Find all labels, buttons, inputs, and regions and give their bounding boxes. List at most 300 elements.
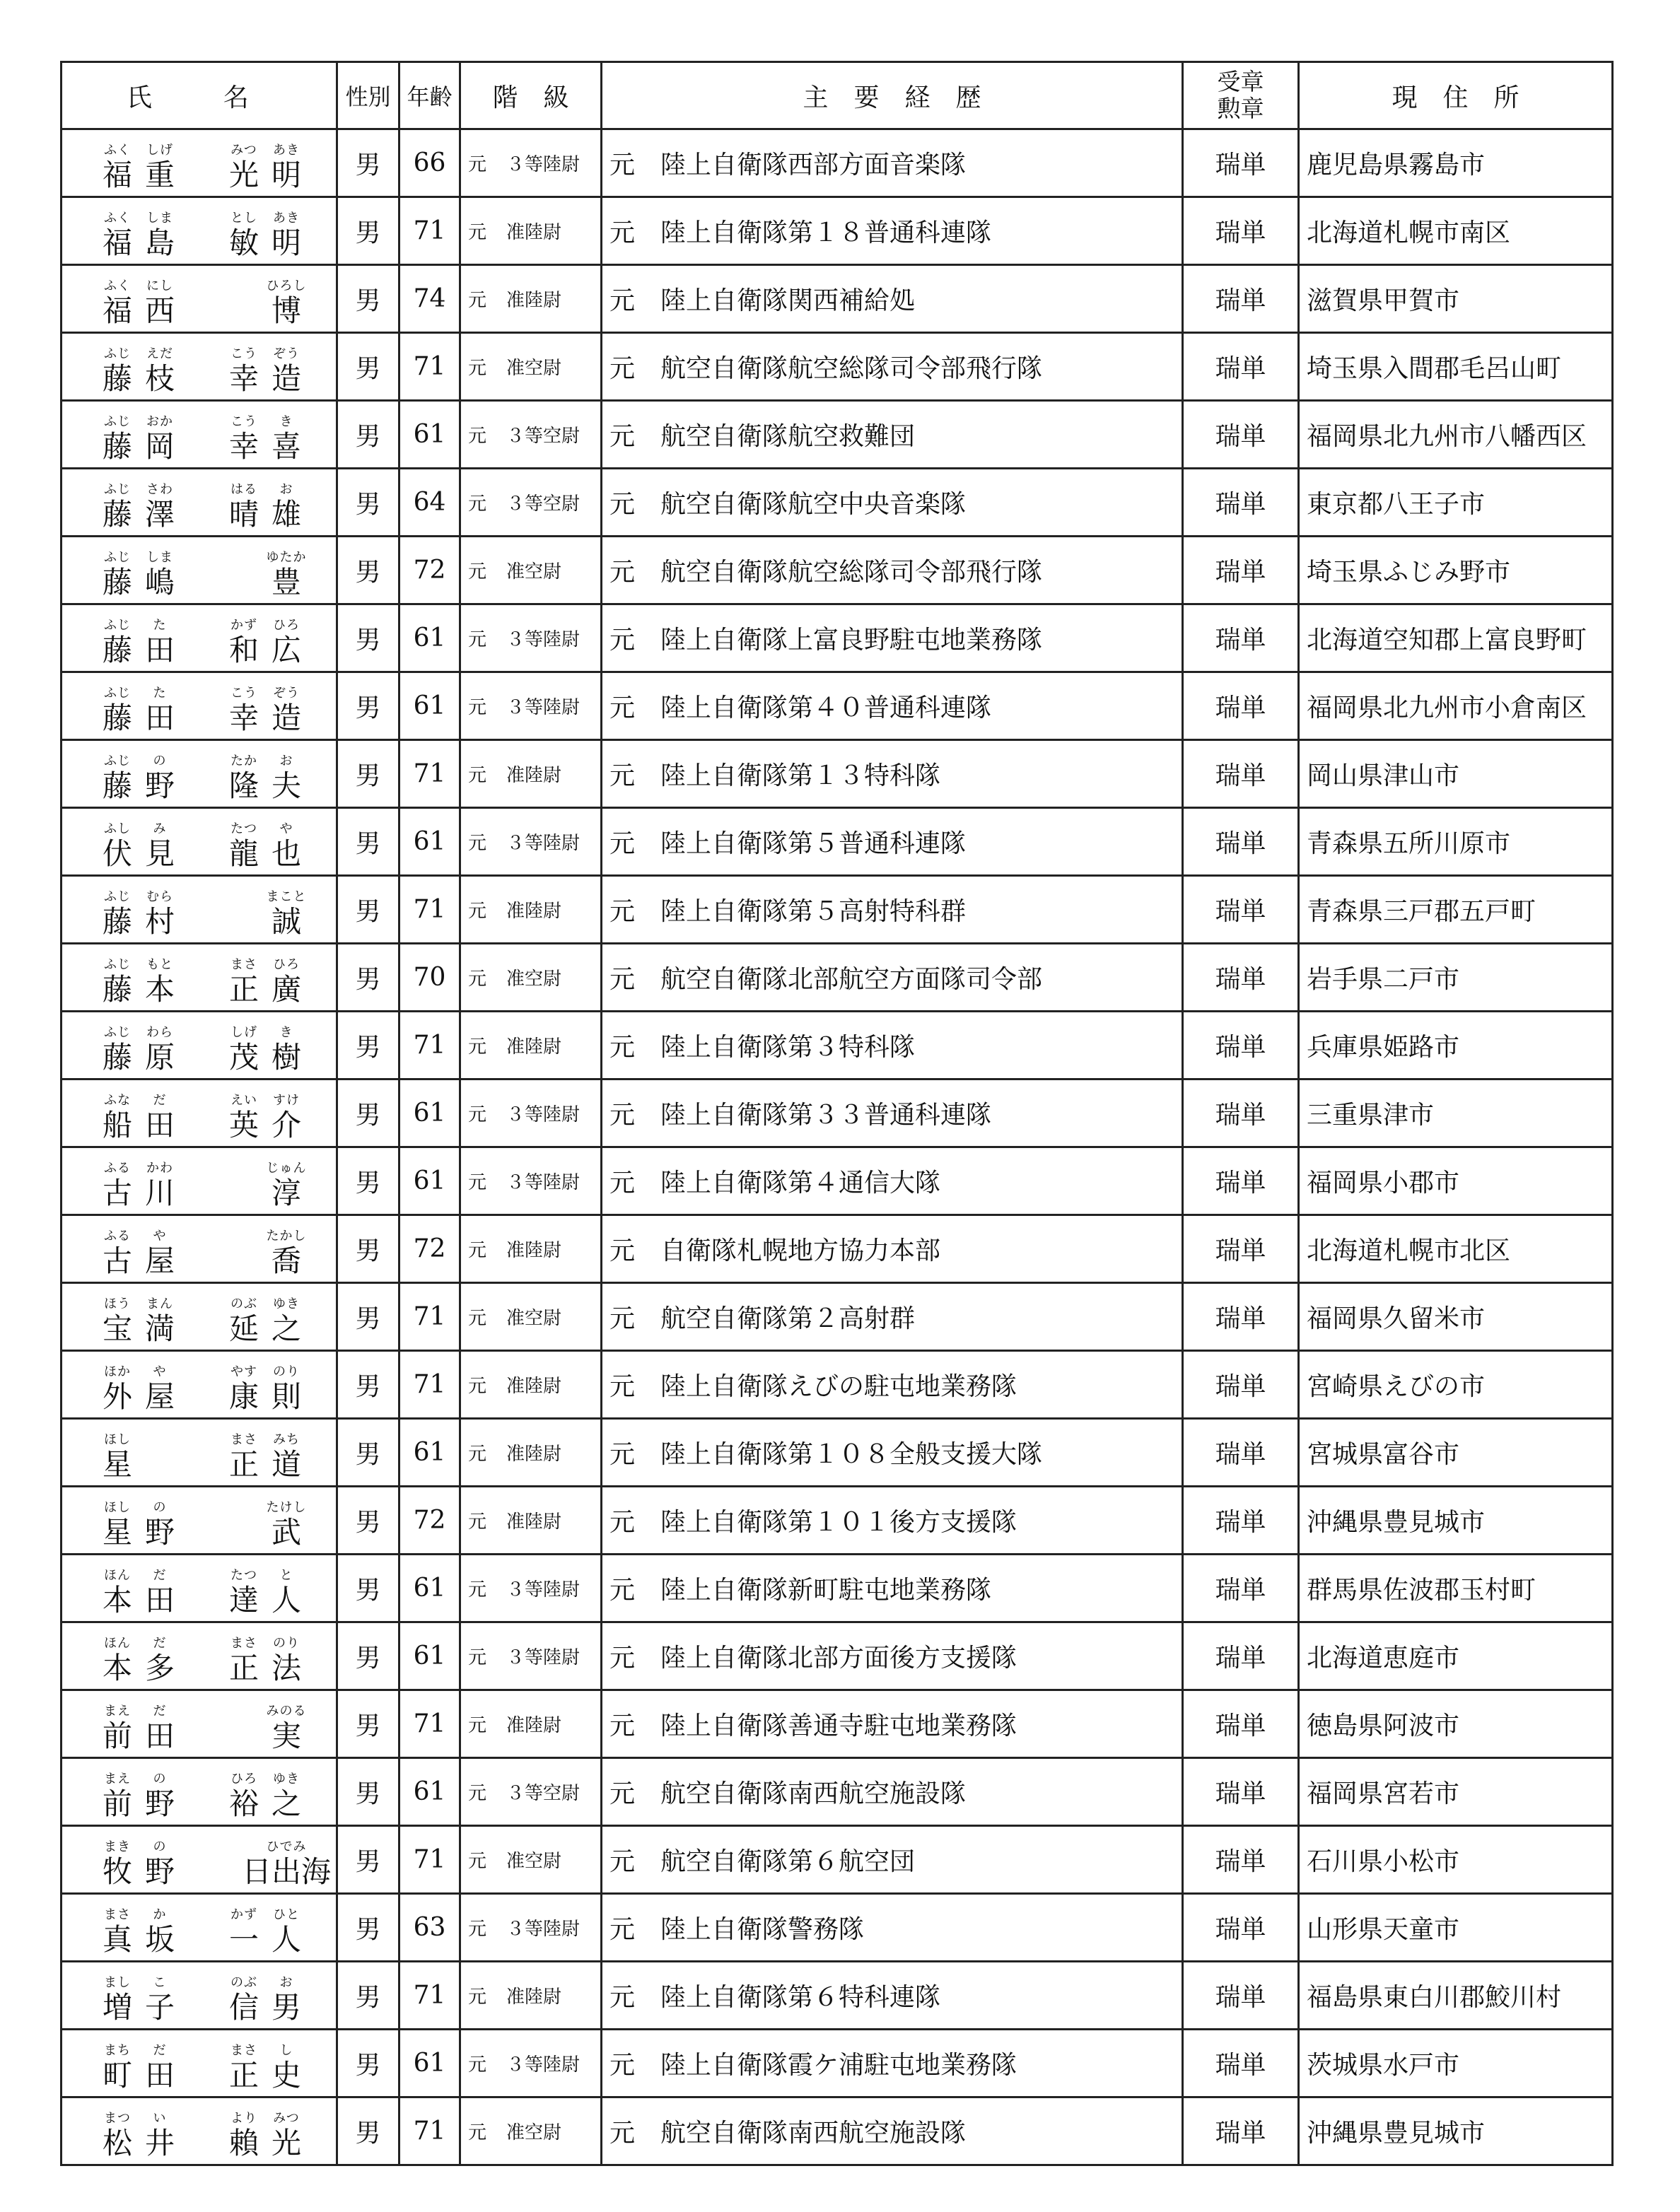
name-cell bbox=[62, 1894, 337, 1962]
career-cell bbox=[602, 876, 1183, 944]
name-cell bbox=[62, 2097, 337, 2165]
given-name bbox=[223, 686, 308, 736]
kanji: 延 bbox=[228, 1311, 259, 1346]
age-cell: 61 bbox=[399, 1555, 460, 1622]
rank-value: ３等空尉 bbox=[506, 1783, 581, 1804]
name-cell bbox=[62, 1419, 337, 1487]
furigana: みのる bbox=[266, 1703, 307, 1719]
header-career: 主 要 経 歴 bbox=[602, 62, 1183, 129]
career-cell bbox=[602, 1555, 1183, 1622]
furigana: ぞう bbox=[273, 346, 300, 361]
gender-cell: 男 bbox=[337, 604, 399, 672]
header-award-line2: 勲章 bbox=[1217, 95, 1264, 122]
rank-cell bbox=[460, 401, 602, 469]
kanji: 見 bbox=[144, 836, 175, 871]
award-cell: 瑞単 bbox=[1183, 1487, 1299, 1555]
given-name bbox=[265, 1501, 308, 1550]
given-name bbox=[265, 279, 308, 329]
kanji: 裕 bbox=[228, 1786, 259, 1821]
name-char bbox=[265, 1365, 308, 1415]
age-cell: 71 bbox=[399, 1690, 460, 1758]
kanji: 正 bbox=[228, 1446, 259, 1482]
career-value: 陸上自衛隊第６特科連隊 bbox=[660, 1983, 941, 2012]
career-cell bbox=[602, 808, 1183, 876]
rank-prefix: 元 bbox=[468, 290, 487, 311]
address-cell: 福岡県北九州市小倉南区 bbox=[1299, 672, 1613, 740]
address-cell: 北海道恵庭市 bbox=[1299, 1622, 1613, 1690]
address-cell: 石川県小松市 bbox=[1299, 1826, 1613, 1894]
kanji: 西 bbox=[144, 293, 175, 328]
furigana: し bbox=[279, 2042, 293, 2058]
kanji: 人 bbox=[271, 1921, 301, 1957]
name-cell bbox=[62, 401, 337, 469]
rank-cell bbox=[460, 1555, 602, 1622]
kanji: 信 bbox=[228, 1989, 259, 2025]
age-cell: 71 bbox=[399, 1351, 460, 1419]
career-value: 航空自衛隊第６航空団 bbox=[660, 1847, 916, 1876]
furigana: かず bbox=[231, 1907, 257, 1922]
given-name bbox=[223, 754, 308, 804]
rank-value: ３等陸尉 bbox=[506, 1104, 581, 1125]
career-value: 陸上自衛隊第４通信大隊 bbox=[660, 1169, 941, 1198]
kanji: 介 bbox=[271, 1107, 301, 1142]
furigana: ぞう bbox=[273, 685, 300, 701]
name-cell bbox=[62, 876, 337, 944]
rank-value: 准陸尉 bbox=[506, 1715, 562, 1736]
kanji: 広 bbox=[271, 632, 301, 667]
furigana: き bbox=[279, 414, 293, 429]
kanji: 星 bbox=[102, 1514, 132, 1550]
kanji: 正 bbox=[228, 1650, 259, 1685]
name-char bbox=[223, 2112, 265, 2161]
career-cell bbox=[602, 1012, 1183, 1079]
furigana: やす bbox=[231, 1364, 257, 1379]
given-name bbox=[223, 1026, 308, 1075]
career-cell bbox=[602, 1894, 1183, 1962]
kanji: 福 bbox=[102, 225, 132, 260]
furigana: ひろし bbox=[266, 278, 307, 293]
kanji: 人 bbox=[271, 1582, 301, 1617]
rank-prefix: 元 bbox=[468, 1715, 487, 1736]
age-cell: 74 bbox=[399, 265, 460, 333]
career-prefix: 元 bbox=[609, 1508, 636, 1537]
name-char bbox=[139, 211, 181, 261]
furigana: ふく bbox=[104, 278, 131, 293]
career-cell bbox=[602, 1419, 1183, 1487]
gender-cell: 男 bbox=[337, 808, 399, 876]
given-name bbox=[223, 619, 308, 668]
address-cell: 福岡県久留米市 bbox=[1299, 1283, 1613, 1351]
table-body bbox=[62, 129, 1613, 2165]
career-value: 陸上自衛隊新町駐屯地業務隊 bbox=[660, 1576, 992, 1605]
kanji: 子 bbox=[144, 1989, 175, 2025]
career-value: 陸上自衛隊第１０１後方支援隊 bbox=[660, 1508, 1017, 1537]
career-prefix: 元 bbox=[609, 626, 636, 655]
name-char bbox=[139, 958, 181, 1007]
address-cell: 沖縄県豊見城市 bbox=[1299, 2097, 1613, 2165]
surname bbox=[96, 1976, 181, 2025]
name-char bbox=[96, 1704, 139, 1754]
award-cell: 瑞単 bbox=[1183, 1351, 1299, 1419]
furigana: や bbox=[153, 1228, 167, 1243]
rank-value: 准空尉 bbox=[506, 358, 562, 379]
career-cell bbox=[602, 1758, 1183, 1826]
gender-cell: 男 bbox=[337, 1758, 399, 1826]
kanji: 屋 bbox=[144, 1243, 175, 1278]
given-name bbox=[223, 1297, 308, 1347]
kanji: 光 bbox=[228, 157, 259, 192]
furigana: えい bbox=[231, 1092, 257, 1108]
name-char bbox=[265, 1229, 308, 1279]
name-char bbox=[223, 1908, 265, 1958]
career-cell bbox=[602, 1147, 1183, 1215]
surname bbox=[96, 1026, 181, 1075]
furigana: ふく bbox=[104, 142, 131, 158]
name-char bbox=[223, 619, 265, 668]
furigana: ふじ bbox=[104, 1024, 131, 1040]
table-row bbox=[62, 1622, 1613, 1690]
furigana: だ bbox=[153, 1092, 167, 1108]
rank-value: 准陸尉 bbox=[506, 1036, 562, 1058]
address-cell: 兵庫県姫路市 bbox=[1299, 1012, 1613, 1079]
furigana: しげ bbox=[231, 1024, 257, 1040]
furigana: より bbox=[231, 2110, 257, 2126]
award-cell: 瑞単 bbox=[1183, 537, 1299, 604]
age-cell: 61 bbox=[399, 2030, 460, 2097]
furigana: の bbox=[153, 753, 167, 768]
furigana: ひろ bbox=[273, 617, 300, 633]
career-value: 陸上自衛隊第１８普通科連隊 bbox=[660, 218, 992, 247]
kanji: 伏 bbox=[102, 836, 132, 871]
rank-cell bbox=[460, 1826, 602, 1894]
name-char bbox=[223, 754, 265, 804]
name-cell bbox=[62, 1758, 337, 1826]
furigana: まこと bbox=[266, 889, 307, 904]
furigana: みつ bbox=[273, 2110, 300, 2126]
age-cell: 71 bbox=[399, 1283, 460, 1351]
surname bbox=[96, 1637, 181, 1686]
name-char bbox=[139, 551, 181, 600]
rank-prefix: 元 bbox=[468, 1036, 487, 1058]
furigana: まし bbox=[104, 1974, 131, 1990]
surname bbox=[96, 1297, 181, 1347]
furigana: か bbox=[153, 1907, 167, 1922]
rank-prefix: 元 bbox=[468, 493, 487, 515]
kanji: 淳 bbox=[271, 1175, 301, 1210]
furigana: まさ bbox=[231, 956, 257, 972]
rank-prefix: 元 bbox=[468, 154, 487, 175]
rank-cell bbox=[460, 537, 602, 604]
name-char bbox=[139, 1976, 181, 2025]
career-cell bbox=[602, 265, 1183, 333]
gender-cell: 男 bbox=[337, 1962, 399, 2030]
career-cell bbox=[602, 740, 1183, 808]
surname bbox=[96, 1772, 181, 1822]
rank-prefix: 元 bbox=[468, 1851, 487, 1872]
name-cell bbox=[62, 1147, 337, 1215]
name-cell bbox=[62, 129, 337, 197]
surname bbox=[96, 2044, 181, 2093]
furigana: さわ bbox=[146, 481, 173, 497]
rank-cell bbox=[460, 944, 602, 1012]
furigana: ほん bbox=[104, 1567, 131, 1583]
address-cell: 岡山県津山市 bbox=[1299, 740, 1613, 808]
furigana: ひでみ bbox=[266, 1839, 307, 1854]
career-value: 陸上自衛隊第４０普通科連隊 bbox=[660, 694, 992, 722]
furigana: や bbox=[279, 821, 293, 836]
table-row bbox=[62, 1215, 1613, 1283]
given-name bbox=[223, 1433, 308, 1482]
name-cell bbox=[62, 1079, 337, 1147]
career-prefix: 元 bbox=[609, 218, 636, 247]
name-char bbox=[96, 958, 139, 1007]
name-char bbox=[139, 822, 181, 872]
furigana: ゆき bbox=[273, 1296, 300, 1311]
name-char bbox=[265, 279, 308, 329]
rank-cell bbox=[460, 1283, 602, 1351]
career-cell bbox=[602, 1622, 1183, 1690]
name-char bbox=[265, 822, 308, 872]
kanji: 島 bbox=[144, 225, 175, 260]
rank-prefix: 元 bbox=[468, 1104, 487, 1125]
name-cell bbox=[62, 1487, 337, 1555]
kanji: 藤 bbox=[102, 428, 132, 464]
age-cell: 71 bbox=[399, 876, 460, 944]
name-char bbox=[96, 1637, 139, 1686]
table-row bbox=[62, 333, 1613, 401]
name-char bbox=[223, 822, 265, 872]
kanji: 也 bbox=[271, 836, 301, 871]
address-cell: 岩手県二戸市 bbox=[1299, 944, 1613, 1012]
name-char bbox=[96, 1569, 139, 1618]
name-char bbox=[223, 347, 265, 397]
kanji: 樹 bbox=[271, 1039, 301, 1075]
name-char bbox=[96, 822, 139, 872]
kanji: 前 bbox=[102, 1786, 132, 1821]
address-cell: 福岡県宮若市 bbox=[1299, 1758, 1613, 1826]
award-cell: 瑞単 bbox=[1183, 129, 1299, 197]
rank-value: 准陸尉 bbox=[506, 1511, 562, 1533]
career-cell bbox=[602, 1962, 1183, 2030]
furigana: まち bbox=[104, 2042, 131, 2058]
rank-cell bbox=[460, 1487, 602, 1555]
age-cell: 61 bbox=[399, 1079, 460, 1147]
age-cell: 70 bbox=[399, 944, 460, 1012]
furigana: お bbox=[279, 1974, 293, 1990]
career-cell bbox=[602, 2030, 1183, 2097]
rank-value: 准空尉 bbox=[506, 1308, 562, 1329]
kanji: 造 bbox=[271, 700, 301, 735]
rank-value: 准陸尉 bbox=[506, 222, 562, 243]
name-char bbox=[139, 1637, 181, 1686]
name-cell bbox=[62, 333, 337, 401]
age-cell: 63 bbox=[399, 1894, 460, 1962]
kanji: 本 bbox=[102, 1650, 132, 1685]
kanji: 田 bbox=[144, 700, 175, 735]
career-cell bbox=[602, 1487, 1183, 1555]
age-cell: 72 bbox=[399, 1487, 460, 1555]
header-award bbox=[1183, 62, 1299, 129]
gender-cell: 男 bbox=[337, 1555, 399, 1622]
name-char bbox=[223, 1026, 265, 1075]
rank-prefix: 元 bbox=[468, 969, 487, 990]
award-cell: 瑞単 bbox=[1183, 265, 1299, 333]
rank-prefix: 元 bbox=[468, 697, 487, 718]
career-value: 陸上自衛隊霞ケ浦駐屯地業務隊 bbox=[660, 2051, 1017, 2080]
surname bbox=[96, 347, 181, 397]
kanji: 藤 bbox=[102, 768, 132, 803]
furigana: たかし bbox=[266, 1228, 307, 1243]
name-char bbox=[139, 2112, 181, 2161]
rank-value: ３等空尉 bbox=[506, 493, 581, 515]
rank-prefix: 元 bbox=[468, 426, 487, 447]
age-cell: 61 bbox=[399, 1622, 460, 1690]
rank-cell bbox=[460, 197, 602, 265]
name-char bbox=[223, 1094, 265, 1143]
career-value: 航空自衛隊航空中央音楽隊 bbox=[660, 490, 967, 519]
kanji: 喬 bbox=[271, 1243, 301, 1278]
address-cell: 群馬県佐波郡玉村町 bbox=[1299, 1555, 1613, 1622]
name-cell bbox=[62, 740, 337, 808]
furigana: かず bbox=[231, 617, 257, 633]
name-char bbox=[139, 1026, 181, 1075]
name-char bbox=[265, 1433, 308, 1482]
career-prefix: 元 bbox=[609, 1304, 636, 1333]
kanji: 誠 bbox=[271, 903, 301, 939]
kanji: 藤 bbox=[102, 1039, 132, 1075]
career-prefix: 元 bbox=[609, 1236, 636, 1265]
name-char bbox=[139, 686, 181, 736]
furigana: ひと bbox=[273, 1907, 300, 1922]
career-prefix: 元 bbox=[609, 1983, 636, 2012]
furigana: や bbox=[153, 1364, 167, 1379]
kanji: 古 bbox=[102, 1243, 132, 1278]
gender-cell: 男 bbox=[337, 1147, 399, 1215]
rank-cell bbox=[460, 808, 602, 876]
furigana: みつ bbox=[231, 142, 257, 158]
name-char bbox=[223, 1433, 265, 1482]
furigana: ふる bbox=[104, 1160, 131, 1176]
name-cell bbox=[62, 1622, 337, 1690]
gender-cell: 男 bbox=[337, 537, 399, 604]
surname bbox=[96, 1704, 181, 1754]
gender-cell: 男 bbox=[337, 1283, 399, 1351]
name-char bbox=[96, 1094, 139, 1143]
rank-value: ３等陸尉 bbox=[506, 2054, 581, 2076]
gender-cell: 男 bbox=[337, 2097, 399, 2165]
kanji: 藤 bbox=[102, 632, 132, 667]
age-cell: 71 bbox=[399, 197, 460, 265]
award-cell: 瑞単 bbox=[1183, 1215, 1299, 1283]
age-cell: 72 bbox=[399, 1215, 460, 1283]
age-cell: 61 bbox=[399, 1758, 460, 1826]
table-row bbox=[62, 672, 1613, 740]
career-cell bbox=[602, 1690, 1183, 1758]
career-prefix: 元 bbox=[609, 1372, 636, 1401]
furigana: ふじ bbox=[104, 685, 131, 701]
award-cell: 瑞単 bbox=[1183, 944, 1299, 1012]
surname bbox=[96, 1840, 181, 1890]
furigana: ふじ bbox=[104, 481, 131, 497]
header-address: 現 住 所 bbox=[1299, 62, 1613, 129]
table-row bbox=[62, 1962, 1613, 2030]
name-cell bbox=[62, 1012, 337, 1079]
name-char bbox=[223, 1976, 265, 2025]
rank-cell bbox=[460, 1012, 602, 1079]
gender-cell: 男 bbox=[337, 1419, 399, 1487]
furigana: わら bbox=[146, 1024, 173, 1040]
gender-cell: 男 bbox=[337, 1487, 399, 1555]
kanji: 之 bbox=[271, 1311, 301, 1346]
name-cell bbox=[62, 1690, 337, 1758]
table-row bbox=[62, 1758, 1613, 1826]
career-cell bbox=[602, 333, 1183, 401]
furigana: ふじ bbox=[104, 956, 131, 972]
name-cell bbox=[62, 1283, 337, 1351]
age-cell: 61 bbox=[399, 672, 460, 740]
rank-cell bbox=[460, 1758, 602, 1826]
table-row bbox=[62, 1419, 1613, 1487]
furigana: ふじ bbox=[104, 346, 131, 361]
name-char bbox=[265, 754, 308, 804]
career-value: 航空自衛隊北部航空方面隊司令部 bbox=[660, 965, 1043, 994]
name-char bbox=[96, 1976, 139, 2025]
name-char bbox=[139, 1229, 181, 1279]
surname bbox=[96, 144, 181, 193]
career-prefix: 元 bbox=[609, 1101, 636, 1130]
kanji: 武 bbox=[271, 1514, 301, 1550]
name-cell bbox=[62, 944, 337, 1012]
address-cell: 北海道空知郡上富良野町 bbox=[1299, 604, 1613, 672]
furigana: にし bbox=[146, 278, 173, 293]
gender-cell: 男 bbox=[337, 672, 399, 740]
kanji: 法 bbox=[271, 1650, 301, 1685]
career-value: 航空自衛隊南西航空施設隊 bbox=[660, 1779, 967, 1808]
award-cell: 瑞単 bbox=[1183, 2097, 1299, 2165]
name-char bbox=[265, 1569, 308, 1618]
rank-value: ３等陸尉 bbox=[506, 629, 581, 650]
career-value: 陸上自衛隊上富良野駐屯地業務隊 bbox=[660, 626, 1043, 655]
surname bbox=[96, 958, 181, 1007]
given-name bbox=[223, 1569, 308, 1618]
furigana: ほか bbox=[104, 1364, 131, 1379]
kanji: 田 bbox=[144, 2057, 175, 2093]
rank-cell bbox=[460, 604, 602, 672]
rank-prefix: 元 bbox=[468, 1308, 487, 1329]
furigana: とし bbox=[231, 210, 257, 226]
name-char bbox=[96, 483, 139, 532]
age-cell: 61 bbox=[399, 1147, 460, 1215]
furigana: まさ bbox=[231, 1635, 257, 1651]
name-char bbox=[139, 1365, 181, 1415]
furigana: の bbox=[153, 1771, 167, 1786]
furigana: の bbox=[153, 1499, 167, 1515]
name-char bbox=[223, 483, 265, 532]
surname bbox=[96, 1569, 181, 1618]
name-char bbox=[265, 1976, 308, 2025]
furigana: だ bbox=[153, 1635, 167, 1651]
career-prefix: 元 bbox=[609, 1711, 636, 1740]
gender-cell: 男 bbox=[337, 1215, 399, 1283]
kanji: 則 bbox=[271, 1379, 301, 1414]
table-row bbox=[62, 1147, 1613, 1215]
career-value: 陸上自衛隊第１３特科隊 bbox=[660, 761, 941, 790]
furigana: と bbox=[279, 1567, 293, 1583]
name-char bbox=[96, 1433, 139, 1482]
furigana: たつ bbox=[231, 821, 257, 836]
career-value: 陸上自衛隊えびの駐屯地業務隊 bbox=[660, 1372, 1017, 1401]
kanji: 造 bbox=[271, 361, 301, 396]
